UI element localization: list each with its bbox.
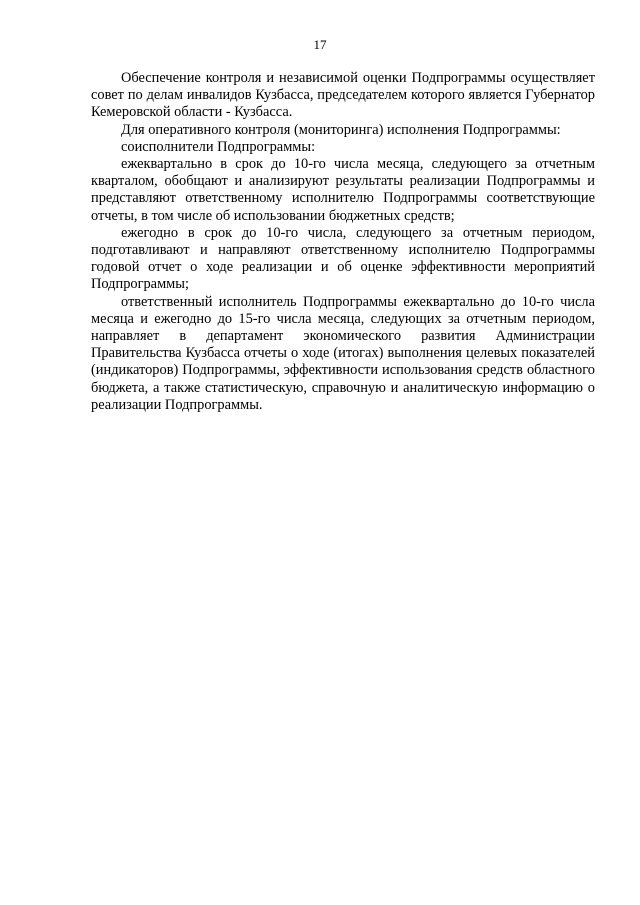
paragraph-oversight: Обеспечение контроля и независимой оценки Подпрограммы осуществляет совет по делам инвалидов Кузбасса, председателем которого является Губернатор Кемеровской области - Кузбасса.: [91, 70, 595, 121]
paragraph-responsible-executor: ответственный исполнитель Подпрограммы ежеквартально до 10-го числа месяца и ежегодно до 15-го числа месяца, следующих за отчетным периодом, направляет в департамент экономического развития Администрации Правительства Кузбасса отчеты о ходе (итогах) выполнения целевых показателей (индикаторов) Подпрограммы, эффективности использования средств областного бюджета, а также статистическую, справочную и аналитическую информацию о реализации Подпрограммы.: [91, 293, 595, 413]
page-number: 17: [313, 37, 327, 52]
paragraph-monitoring-intro: Для оперативного контроля (мониторинга) исполнения Подпрограммы:: [121, 121, 561, 138]
paragraph-quarterly-reports: ежеквартально в срок до 10-го числа месяца, следующего за отчетным кварталом, обобщают и анализируют результаты реализации Подпрограммы и представляют ответственному исполнителю Подпрограммы соответствующие отчеты, в том числе об использовании бюджетных средств;: [91, 156, 595, 224]
paragraph-coexecutors: соисполнители Подпрограммы:: [121, 138, 316, 155]
paragraph-annual-report: ежегодно в срок до 10-го числа, следующего за отчетным периодом, подготавливают и направляют ответственному исполнителю Подпрограммы годовой отчет о ходе реализации и об оценке эффективности мероприятий Подпрограммы;: [91, 224, 595, 293]
document-body: [91, 70, 595, 414]
